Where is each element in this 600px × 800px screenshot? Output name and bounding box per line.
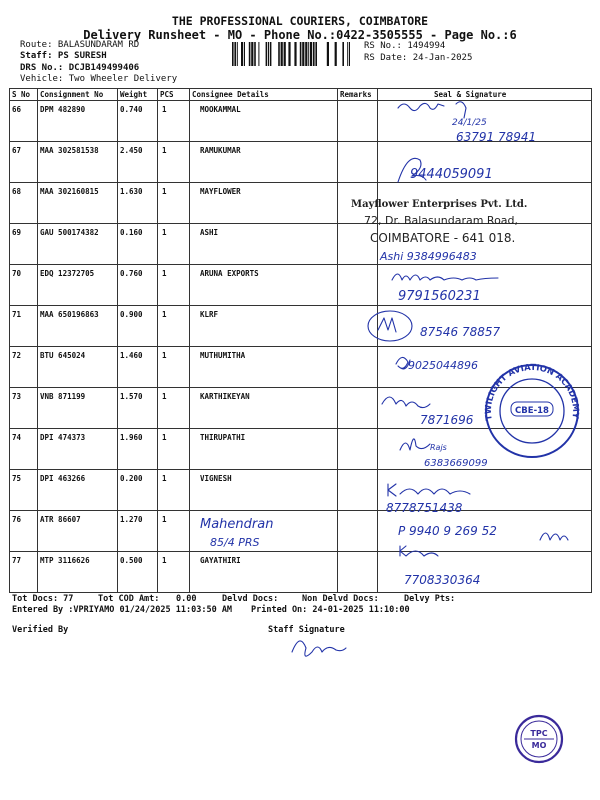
total-docs: Tot Docs: 77 [12, 594, 74, 604]
row-weight: 0.160 [118, 224, 158, 265]
handwriting-phone-73: 7871696 [420, 413, 474, 427]
row-pcs: 1 [158, 511, 190, 552]
col-remarks: Remarks [338, 89, 378, 101]
row-sno: 67 [10, 142, 38, 183]
row-consignment-no: MAA 650196863 [38, 306, 118, 347]
row-pcs: 1 [158, 306, 190, 347]
signature-74 [400, 439, 488, 469]
total-cod-label: Tot COD Amt: [98, 594, 160, 604]
handwriting-phone-71: 87546 78857 [420, 325, 501, 339]
row-pcs: 1 [158, 470, 190, 511]
handwriting-phone-76: P 9940 9 269 52 [398, 524, 497, 538]
stamp-line-2: 72, Dr. Balasundaram Road, [364, 214, 519, 227]
staff-signature-scribble [292, 641, 346, 656]
signature-66 [398, 102, 536, 144]
stamp-line-3: COIMBATORE - 641 018. [370, 231, 516, 245]
row-consignee: VIGNESH [190, 470, 338, 511]
row-weight: 0.200 [118, 470, 158, 511]
row-weight: 1.960 [118, 429, 158, 470]
seal-center-text: CBE-18 [515, 406, 549, 416]
row-sno: 76 [10, 511, 38, 552]
row-consignee: THIRUPATHI [190, 429, 338, 470]
signature-76-left [200, 517, 273, 549]
drs-label: DRS No.: DCJB149499406 [20, 63, 140, 73]
signature-76-right [398, 524, 568, 540]
col-sno: S No [10, 89, 38, 101]
row-pcs: 1 [158, 265, 190, 306]
row-consignee: GAYATHIRI [190, 552, 338, 593]
seal-ring-text: TWILIGHT AVIATION ACADEMY [483, 362, 581, 422]
row-weight: 0.900 [118, 306, 158, 347]
row-weight: 0.500 [118, 552, 158, 593]
row-weight: 1.570 [118, 388, 158, 429]
row-sno: 66 [10, 101, 38, 142]
row-consignee: MAYFLOWER [190, 183, 338, 224]
signature-73 [382, 397, 474, 427]
col-signature: Seal & Signature [378, 89, 592, 101]
row-consignment-no: DPI 474373 [38, 429, 118, 470]
handwriting-phone-74: 6383669099 [424, 458, 488, 469]
row-pcs: 1 [158, 552, 190, 593]
row-consignment-no: MTP 3116626 [38, 552, 118, 593]
row-consignee: KARTHIKEYAN [190, 388, 338, 429]
signature-71 [368, 311, 501, 341]
col-consignee: Consignee Details [190, 89, 338, 101]
handwriting-phone-75: 8778751438 [386, 501, 463, 515]
mayflower-stamp [351, 199, 527, 245]
row-pcs: 1 [158, 142, 190, 183]
staff-signature-label: Staff Signature [268, 625, 345, 635]
row-consignment-no: MAA 302160815 [38, 183, 118, 224]
tpc-seal-bottom: MO [531, 741, 547, 750]
route-label: Route: BALASUNDARAM RD [20, 40, 140, 50]
row-consignment-no: EDQ 12372705 [38, 265, 118, 306]
twilight-aviation-seal [484, 363, 580, 457]
row-consignment-no: VNB 871199 [38, 388, 118, 429]
col-pcs: PCS [158, 89, 190, 101]
row-consignment-no: GAU 500174382 [38, 224, 118, 265]
row-consignee: KLRF [190, 306, 338, 347]
row-sno: 70 [10, 265, 38, 306]
row-weight: 1.630 [118, 183, 158, 224]
row-sno: 73 [10, 388, 38, 429]
handwriting-76-left-2: 85/4 PRS [210, 536, 260, 549]
row-consignee: ARUNA EXPORTS [190, 265, 338, 306]
col-consignment: Consignment No [38, 89, 118, 101]
row-consignment-no: DPM 482890 [38, 101, 118, 142]
handwriting-phone-70: 9791560231 [398, 289, 481, 304]
signature-70 [392, 274, 498, 304]
row-weight: 1.460 [118, 347, 158, 388]
handwriting-phone-77: 7708330364 [404, 573, 481, 587]
tpc-mo-seal [516, 716, 562, 762]
row-consignee: MUTHUMITHA [190, 347, 338, 388]
company-title: THE PROFESSIONAL COURIERS, COIMBATORE [171, 14, 429, 28]
row-consignee: RAMUKUMAR [190, 142, 338, 183]
row-pcs: 1 [158, 429, 190, 470]
total-cod-value: 0.00 [176, 594, 197, 604]
row-pcs: 1 [158, 347, 190, 388]
delivery-points-label: Delvy Pts: [404, 594, 456, 604]
stamp-line-1: Mayflower Enterprises Pvt. Ltd. [351, 199, 528, 210]
row-pcs: 1 [158, 183, 190, 224]
row-sno: 68 [10, 183, 38, 224]
runsheet-subtitle: Delivery Runsheet - MO - Phone No.:0422-3505555 - Page No.:6 [83, 28, 517, 42]
row-weight: 2.450 [118, 142, 158, 183]
row-consignment-no: MAA 302581538 [38, 142, 118, 183]
row-weight: 0.760 [118, 265, 158, 306]
signature-74-name: Rajs [430, 443, 447, 452]
signature-67 [398, 158, 493, 182]
rs-number: RS No.: 1494994 [364, 41, 446, 51]
row-sno: 75 [10, 470, 38, 511]
delivered-docs-label: Delvd Docs: [222, 594, 279, 604]
signature-77 [400, 546, 480, 587]
row-pcs: 1 [158, 101, 190, 142]
row-weight: 0.740 [118, 101, 158, 142]
verified-by-label: Verified By [12, 625, 69, 635]
row-pcs: 1 [158, 388, 190, 429]
staff-label: Staff: PS SURESH [20, 51, 107, 61]
handwriting-phone-67: 9444059091 [410, 167, 493, 182]
handwriting-76-left: Mahendran [200, 517, 274, 532]
signature-75 [386, 484, 470, 515]
row-weight: 1.270 [118, 511, 158, 552]
vehicle-label: Vehicle: Two Wheeler Delivery [20, 74, 178, 84]
tpc-seal-top: TPC [530, 729, 548, 738]
printed-on: Printed On: 24-01-2025 11:10:00 [251, 605, 410, 615]
non-delivered-docs-label: Non Delvd Docs: [302, 594, 379, 604]
row-consignee: MOOKAMMAL [190, 101, 338, 142]
entered-by: Entered By :VPRIYAMO 01/24/2025 11:03:50 AM [12, 605, 233, 615]
signature-72 [396, 357, 478, 372]
row-sno: 69 [10, 224, 38, 265]
row-sno: 77 [10, 552, 38, 593]
row-sno: 72 [10, 347, 38, 388]
row-consignee: ASHI [190, 224, 338, 265]
handwriting-phone-66: 63791 78941 [456, 130, 537, 144]
row-pcs: 1 [158, 224, 190, 265]
handwriting-date-66: 24/1/25 [452, 118, 487, 128]
row-consignment-no: DPI 463266 [38, 470, 118, 511]
rs-date: RS Date: 24-Jan-2025 [364, 53, 473, 63]
col-weight: Weight [118, 89, 158, 101]
handwriting-phone-72: 9025044896 [408, 359, 478, 372]
row-consignment-no: BTU 645024 [38, 347, 118, 388]
row-sno: 71 [10, 306, 38, 347]
handwriting-phone-69: Ashi 9384996483 [380, 250, 477, 263]
row-sno: 74 [10, 429, 38, 470]
row-consignment-no: ATR 86607 [38, 511, 118, 552]
